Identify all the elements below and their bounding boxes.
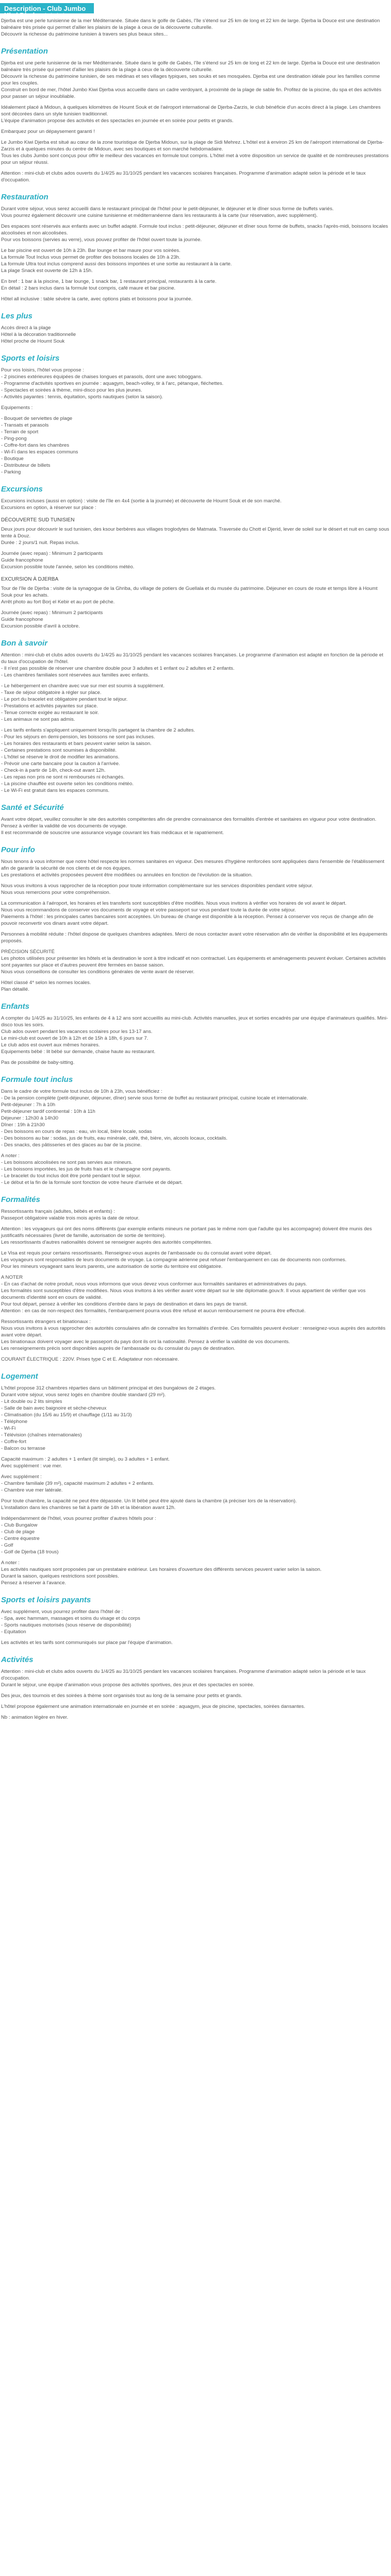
text-line: L'hôtel propose 312 chambres réparties dans un bâtiment principal et des bungalows de 2 étages. <box>1 1385 216 1391</box>
text-line: - Le port du bracelet est obligatoire pendant tout le séjour. <box>1 697 128 702</box>
text-line: Nous tenons à vous informer que notre hôtel respecte les normes sanitaires en vigueur. Des mesures d'hygiène renforcées sont appliquées dans l'ensemble de l'établissement afin de garantir la sécurité de nos clients et de nos équipes. <box>1 859 385 871</box>
text-line: Avec supplément : vue mer. <box>1 1463 62 1469</box>
paragraph <box>1 18 390 38</box>
paragraph <box>1 60 390 100</box>
text-line: - Télévision (chaînes internationales) <box>1 1432 82 1438</box>
text-line: Les voyageurs sont responsables de leurs documents de voyage. La compagnie aérienne peut refuser l'embarquement en cas de documents non conformes. <box>1 1257 347 1263</box>
text-line: - Le bracelet du tout inclus doit être porté pendant tout le séjour. <box>1 1173 141 1179</box>
text-line: Déjeuner : 12h30 à 14h30 <box>1 1115 58 1121</box>
text-line: Vous pourrez également découvrir une cuisine tunisienne et méditerranéenne dans les restaurants à la carte (sur réservation, avec supplément). <box>1 213 318 218</box>
text-line: Petit-déjeuner tardif continental : 10h à 11h <box>1 1109 95 1114</box>
text-line: Indépendamment de l'hôtel, vous pourrez profiter d'autres hôtels pour : <box>1 1516 156 1521</box>
section-title: Formule tout inclus <box>1 1075 73 1084</box>
text-line: L'hôtel propose également une animation internationale en journée et en soirée : aquagym, jeux de piscine, spectacles, soirées dansantes. <box>1 1704 305 1709</box>
text-line: - Parking <box>1 469 21 475</box>
text-line: Attention : mini-club et clubs ados ouverts du 1/4/25 au 31/10/25 pendant les vacances scolaires françaises. Programme d'animation adapté selon la période et le taux d'occupation. <box>1 1669 366 1681</box>
paragraph <box>1 367 390 400</box>
paragraph <box>1 883 390 896</box>
text-line: - De la pension complète (petit-déjeuner, déjeuner, dîner) servie sous forme de buffet au restaurant principal, cuisine locale et internationale. <box>1 1095 308 1101</box>
paragraph <box>1 1015 390 1055</box>
text-line: Des espaces sont réservés aux enfants avec un buffet adapté. Formule tout inclus : petit-déjeuner, déjeuner et dîner sous forme de buffets, snacks l'après-midi, boissons locales alcoolisées et non alcoolisées. <box>1 224 388 236</box>
text-line: Arrêt photo au fort Borj el Kebir et au port de pêche. <box>1 599 115 605</box>
text-line: Les photos utilisées pour présenter les hôtels et la destination le sont à titre indicatif et non contractuel. Les équipements et aménagements peuvent évoluer. Certaines activités sont payantes sur place et d'autres peuvent être fermées en basse saison. <box>1 956 386 968</box>
text-line: Club ados ouvert pendant les vacances scolaires pour les 13-17 ans. <box>1 1029 153 1035</box>
text-line: - Prestations et activités payantes sur place. <box>1 703 98 709</box>
text-line: Le club ados est ouvert aux mêmes horaires. <box>1 1042 100 1048</box>
text-line: - Les boissons alcoolisées ne sont pas servies aux mineurs. <box>1 1160 133 1165</box>
text-line: - Les tarifs enfants s'appliquent uniquement lorsqu'ils partagent la chambre de 2 adultes. <box>1 727 195 733</box>
text-line: PRÉCISION SÉCURITÉ <box>1 949 55 955</box>
text-line: Ressortissants français (adultes, bébés et enfants) : <box>1 1209 115 1214</box>
text-line: - Balcon ou terrasse <box>1 1446 45 1451</box>
paragraph <box>1 1456 390 1469</box>
text-line: - Chambre familiale (39 m²), capacité maximum 2 adultes + 2 enfants. <box>1 1481 154 1486</box>
description-banner: Description - Club Jumbo Kiwi Djerba ★★★★ <box>0 3 94 13</box>
text-line: Deux jours pour découvrir le sud tunisien, des ksour berbères aux villages troglodytes de Matmata. Traversée du Chott el Djerid, lever de soleil sur le désert et nuit en camp sous tente à Douz. <box>1 527 389 539</box>
paragraph <box>1 900 390 927</box>
paragraph <box>1 609 390 630</box>
text-line: - Boutique <box>1 456 24 462</box>
text-line: Nous vous invitons à vous rapprocher des autorités consulaires afin de connaître les formalités d'entrée. Ces formalités peuvent évoluer : renseignez-vous auprès des autorités avant votre départ. <box>1 1326 386 1338</box>
section-title: Restauration <box>1 193 48 201</box>
paragraph <box>1 858 390 878</box>
paragraph <box>1 1560 390 1586</box>
text-line: - Distributeur de billets <box>1 463 51 468</box>
text-line: Personnes à mobilité réduite : l'hôtel dispose de quelques chambres adaptées. Merci de nous contacter avant votre réservation afin de vérifier la disponibilité et les équipements proposés. <box>1 931 387 944</box>
text-line: - Programme d'activités sportives en journée : aquagym, beach-volley, tir à l'arc, pétanque, fléchettes. <box>1 381 224 386</box>
text-line: Les activités et les tarifs sont communiqués sur place par l'équipe d'animation. <box>1 1640 173 1646</box>
text-line: - Pour les séjours en demi-pension, les boissons ne sont pas incluses. <box>1 734 155 740</box>
text-line: Journée (avec repas) : Minimum 2 participants <box>1 610 103 616</box>
description-content <box>0 13 391 1721</box>
text-line: Nb : animation légère en hiver. <box>1 1715 69 1720</box>
text-line: - Téléphone <box>1 1419 28 1425</box>
text-line: - Ping-pong <box>1 436 27 442</box>
text-line: Idéalement placé à Midoun, à quelques kilomètres de Houmt Souk et de l'aéroport international de Djerba-Zarzis, le club bénéficie d'un accès direct à la plage. Les chambres sont décorées dans un style tunisien traditionnel. <box>1 105 381 117</box>
text-line: - Tenue correcte exigée au restaurant le soir. <box>1 710 99 716</box>
text-line: Nous vous remercions pour votre compréhension. <box>1 890 111 895</box>
text-line: Pensez à réserver à l'avance. <box>1 1580 67 1586</box>
paragraph <box>1 498 390 511</box>
text-line: - Le hébergement en chambre avec vue sur mer est soumis à supplément. <box>1 683 165 689</box>
text-line: Capacité maximum : 2 adultes + 1 enfant (lit simple), ou 3 adultes + 1 enfant. <box>1 1456 170 1462</box>
text-line: Excursions incluses (aussi en option) : visite de l'île en 4x4 (sortie à la journée) et découverte de Houmt Souk et de son marché. <box>1 498 282 504</box>
text-line: La formule Tout Inclus vous permet de profiter des boissons locales de 10h à 23h. <box>1 255 181 260</box>
paragraph <box>1 948 390 975</box>
text-line: A NOTER <box>1 1275 23 1280</box>
paragraph <box>1 652 390 679</box>
text-line: Pour vos loisirs, l'hôtel vous propose : <box>1 367 84 373</box>
paragraph <box>1 139 390 166</box>
paragraph <box>1 415 390 476</box>
paragraph <box>1 1473 390 1494</box>
text-line: Pas de possibilité de baby-sitting. <box>1 1060 75 1065</box>
section-title: Les plus <box>1 312 32 320</box>
section-title: Présentation <box>1 47 48 56</box>
text-line: Pour vos boissons (servies au verre), vous pouvez profiter de l'hôtel ouvert toute la journée. <box>1 237 202 243</box>
text-line: - Le début et la fin de la formule sont fonction de votre heure d'arrivée et de départ. <box>1 1180 183 1185</box>
paragraph <box>1 1692 390 1699</box>
paragraph <box>1 1668 390 1688</box>
paragraph <box>1 683 390 723</box>
text-line: Hôtel classé 4* selon les normes locales. <box>1 980 91 986</box>
text-line: Passeport obligatoire valable trois mois après la date de retour. <box>1 1215 140 1221</box>
text-line: Les formalités sont susceptibles d'être modifiées. Nous vous invitons à les vérifier avant votre départ sur le site diplomatie.gouv.fr. Il vous appartient de vérifier que vos documents d'identité sont en cours de validité. <box>1 1288 366 1300</box>
section-title: Formalités <box>1 1195 40 1204</box>
paragraph <box>1 1208 390 1222</box>
text-line: - Les chambres familiales sont réservées aux familles avec enfants. <box>1 672 150 678</box>
text-line: Hôtel à la décoration traditionnelle <box>1 332 76 337</box>
text-line: L'équipe d'animation propose des activités et des spectacles en journée et en soirée pour petits et grands. <box>1 118 234 124</box>
text-line: - La piscine chauffée est ouverte selon les conditions météo. <box>1 781 134 787</box>
text-line: - Taxe de séjour obligatoire à régler sur place. <box>1 690 102 696</box>
section-title: Pour info <box>1 845 35 854</box>
paragraph <box>1 816 390 836</box>
text-line: - Check-in à partir de 14h, check-out avant 12h. <box>1 768 106 773</box>
section-title: Sports et loisirs <box>1 354 60 363</box>
text-line: Des jeux, des tournois et des soirées à thème sont organisés tout au long de la semaine pour petits et grands. <box>1 1693 242 1699</box>
paragraph <box>1 223 390 243</box>
text-line: Durant votre séjour, vous serez logés en chambre double standard (29 m²). <box>1 1392 166 1398</box>
text-line: - En cas d'achat de notre produit, nous vous informons que vous devez vous conformer aux formalités sanitaires et administratives du pays. <box>1 1281 307 1287</box>
text-line: - Bouquet de serviettes de plage <box>1 416 73 421</box>
text-line: En détail : 2 bars inclus dans la formule tout compris, café maure et bar piscine. <box>1 285 176 291</box>
text-line: Excursion possible d'avril à octobre. <box>1 623 80 629</box>
text-line: - Centre équestre <box>1 1536 40 1541</box>
text-line: - Chambre vue mer latérale. <box>1 1487 63 1493</box>
paragraph <box>1 1318 390 1352</box>
text-line: - Des snacks, des pâtisseries et des glaces au bar de la piscine. <box>1 1142 142 1148</box>
text-line: Attention : les voyageurs qui ont des noms différents (par exemple enfants mineurs ne portant pas le même nom que l'adulte qui les accompagne) doivent être munis des justificatifs nécessaires (livret de famille, autorisation de sortie de territoire). <box>1 1226 372 1239</box>
text-line: Il est recommandé de souscrire une assurance voyage couvrant les frais médicaux et le rapatriement. <box>1 830 224 836</box>
paragraph <box>1 1153 390 1186</box>
text-line: - Le Wi-Fi est gratuit dans les espaces communs. <box>1 788 110 793</box>
text-line: Hôtel all inclusive : table sévère la carte, avec options plats et boissons pour la journée. <box>1 296 193 302</box>
section-title: Activités <box>1 1655 34 1664</box>
text-line: - Salle de bain avec baignoire et sèche-cheveux <box>1 1405 107 1411</box>
text-line: Nous vous conseillons de consulter les conditions générales de vente avant de réserver. <box>1 969 194 975</box>
text-line: Construit en bord de mer, l'hôtel Jumbo Kiwi Djerba vous accueille dans un cadre verdoyant, à proximité de la plage de sable fin. Profitez de la piscine, du spa et des activités pour passer un séjour inoubliable. <box>1 87 382 99</box>
text-line: Le mini-club est ouvert de 10h à 12h et de 15h à 18h, 6 jours sur 7. <box>1 1036 149 1041</box>
text-line: Pour tout départ, pensez à vérifier les conditions d'entrée dans le pays de destination et dans les pays de transit. <box>1 1301 248 1307</box>
text-line: - L'hôtel se réserve le droit de modifier les animations. <box>1 754 120 760</box>
text-line: Accès direct à la plage <box>1 325 51 331</box>
text-line: La plage Snack est ouverte de 12h à 15h. <box>1 268 93 274</box>
text-line: Nous vous recommandons de conserver vos documents de voyage et votre passeport sur vous pendant toute la durée de votre séjour. <box>1 907 296 913</box>
paragraph <box>1 1639 390 1646</box>
text-line: Equipements : <box>1 405 33 411</box>
paragraph <box>1 170 390 183</box>
paragraph <box>1 1385 390 1452</box>
paragraph <box>1 404 390 411</box>
text-line: COURANT ÉLECTRIQUE : 220V. Prises type C et E. Adaptateur non nécessaire. <box>1 1357 179 1362</box>
text-line: - Activités payantes : tennis, équitation, sports nautiques (selon la saison). <box>1 394 164 400</box>
text-line: En bref : 1 bar à la piscine, 1 bar lounge, 1 snack bar, 1 restaurant principal, restaurants à la carte. <box>1 279 217 284</box>
paragraph <box>1 931 390 944</box>
text-line: A noter : <box>1 1153 20 1159</box>
paragraph <box>1 1274 390 1314</box>
text-line: Guide francophone <box>1 557 43 563</box>
section-title: Enfants <box>1 1002 30 1011</box>
paragraph <box>1 550 390 570</box>
text-line: Durant le séjour, une équipe d'animation vous propose des activités sportives, des jeux et des spectacles en soirée. <box>1 1682 254 1688</box>
paragraph <box>1 1226 390 1246</box>
paragraph <box>1 727 390 794</box>
section-title: Sports et loisirs payants <box>1 1596 91 1604</box>
text-line: Avant votre départ, veuillez consulter le site des autorités compétentes afin de prendre connaissance des formalités d'entrée et sanitaires en vigueur pour votre destination. Pensez à vérifier la validité de vos documents de voyage. <box>1 817 377 829</box>
text-line: - Des boissons en cours de repas : eau, vin local, bière locale, sodas <box>1 1129 152 1134</box>
text-line: Ressortissants étrangers et binationaux : <box>1 1319 91 1325</box>
text-line: Dans le cadre de votre formule tout inclus de 10h à 23h, vous bénéficiez : <box>1 1089 162 1094</box>
paragraph <box>1 1498 390 1511</box>
text-line: Durant votre séjour, vous serez accueilli dans le restaurant principal de l'hôtel pour le petit-déjeuner, le déjeuner et le dîner sous forme de buffets variés. <box>1 206 334 212</box>
text-line: Tous les clubs Jumbo sont conçus pour offrir le meilleur des vacances en formule tout compris. L'hôtel met à votre disposition un service de qualité et de nombreuses prestations pour un séjour réussi. <box>1 153 389 165</box>
text-line: Guide francophone <box>1 617 43 622</box>
text-line: - Coffre-fort dans les chambres <box>1 443 70 448</box>
text-line: - Il n'est pas possible de réserver une chambre double pour 3 adultes et 1 enfant ou 2 adultes et 2 enfants. <box>1 666 235 671</box>
text-line: A noter : <box>1 1560 20 1566</box>
text-line: A compter du 1/4/25 au 31/10/25, les enfants de 4 à 12 ans sont accueillis au mini-club. Activités manuelles, jeux et sorties encadrés par une équipe d'animateurs qualifiés. Mini-disco tous les soirs. <box>1 1015 388 1028</box>
text-line: - Les repas non pris ne sont ni remboursés ni échangés. <box>1 774 125 780</box>
text-line: Le bar piscine est ouvert de 10h à 23h. Bar lounge et bar maure pour vos soirées. <box>1 248 181 253</box>
text-line: - Terrain de sport <box>1 429 39 435</box>
text-line: - Wi-Fi <box>1 1426 16 1431</box>
text-line: - Wi-Fi dans les espaces communs <box>1 449 78 455</box>
text-line: Les renseignements précis sont disponibles auprès de l'ambassade ou du consulat du pays de destination. <box>1 1346 236 1351</box>
text-line: Attention : mini-club et clubs ados ouverts du 1/4/25 au 31/10/25 pendant les vacances scolaires françaises. Le programme d'animation est adapté en fonction de la période et du taux d'occupation de l'hôtel. <box>1 652 384 665</box>
text-line: Djerba est une perle tunisienne de la mer Méditerranée. Située dans le golfe de Gabès, l'île s'étend sur 25 km de long et 22 km de large. Djerba la Douce est une destination balnéaire très prisée qui permet d'allier les plaisirs de la plage à ceux de la découverte culturelle. <box>1 18 380 30</box>
paragraph <box>1 296 390 302</box>
text-line: - Transats et parasols <box>1 422 49 428</box>
text-line: Les ressortissants d'autres nationalités doivent se renseigner auprès des autorités compétentes. <box>1 1240 213 1245</box>
text-line: Durée : 2 jours/1 nuit. Repas inclus. <box>1 540 79 546</box>
paragraph <box>1 1703 390 1710</box>
text-line: Djerba est une perle tunisienne de la mer Méditerranée. Située dans le golfe de Gabès, l'île s'étend sur 25 km de long et 22 km de large. Djerba la Douce est une destination balnéaire très prisée qui permet d'allier les plaisirs de la plage à ceux de la découverte culturelle. <box>1 60 380 73</box>
text-line: - Les horaires des restaurants et bars peuvent varier selon la saison. <box>1 741 152 747</box>
paragraph <box>1 526 390 546</box>
paragraph <box>1 128 390 135</box>
text-line: - Lit double ou 2 lits simples <box>1 1399 62 1404</box>
text-line: Pour les mineurs voyageant sans leurs parents, une autorisation de sortie du territoire est obligatoire. <box>1 1264 223 1269</box>
text-line: Paiements à l'hôtel : les principales cartes bancaires sont acceptées. Un bureau de change est disponible à la réception. Pensez à conserver vos reçus de change afin de pouvoir reconvertir vos dinars avant votre départ. <box>1 914 373 926</box>
text-line: - Spa, avec hammam, massages et soins du visage et du corps <box>1 1616 140 1621</box>
section-subtitle: DÉCOUVERTE SUD TUNISIEN <box>1 517 75 523</box>
text-line: - Prévoir une carte bancaire pour la caution à l'arrivée. <box>1 761 120 767</box>
text-line: Avec supplément : <box>1 1474 42 1480</box>
paragraph <box>1 1714 390 1721</box>
paragraph <box>1 585 390 605</box>
paragraph <box>1 979 390 993</box>
text-line: - Les boissons importées, les jus de fruits frais et le champagne sont payants. <box>1 1166 172 1172</box>
text-line: - Equitation <box>1 1629 26 1635</box>
text-line: - Coffre-fort <box>1 1439 26 1445</box>
text-line: Les activités nautiques sont proposées par un prestataire extérieur. Les horaires d'ouverture des différents services peuvent varier selon la saison. <box>1 1567 322 1572</box>
text-line: - 2 piscines extérieures équipées de chaises longues et parasols, dont une avec toboggans. <box>1 374 203 380</box>
paragraph <box>1 1088 390 1148</box>
text-line: - Des boissons au bar : sodas, jus de fruits, eau minérale, café, thé, bière, vin, alcools locaux, cocktails. <box>1 1136 227 1141</box>
paragraph <box>1 278 390 292</box>
paragraph <box>1 1515 390 1555</box>
text-line: - Club de plage <box>1 1529 35 1535</box>
text-line: Les prestations et activités proposées peuvent être modifiées ou annulées en fonction de l'évolution de la situation. <box>1 872 253 878</box>
text-line: Journée (avec repas) : Minimum 2 participants <box>1 551 103 556</box>
paragraph <box>1 1250 390 1270</box>
text-line: Hôtel proche de Houmt Souk <box>1 338 65 344</box>
text-line: Le Visa est requis pour certains ressortissants. Renseignez-vous auprès de l'ambassade ou du consulat avant votre départ. <box>1 1250 272 1256</box>
text-line: Attention : en cas de non-respect des formalités, l'embarquement pourra vous être refusé et aucun remboursement ne pourra être effectué. <box>1 1308 306 1314</box>
text-line: L'installation dans les chambres se fait à partir de 14h et la libération avant 12h. <box>1 1505 176 1511</box>
text-line: - Golf de Djerba (18 trous) <box>1 1549 59 1555</box>
paragraph <box>1 325 390 345</box>
paragraph <box>1 104 390 124</box>
text-line: - Certaines prestations sont soumises à disponibilité. <box>1 748 117 753</box>
text-line: Attention : mini-club et clubs ados ouverts du 1/4/25 au 31/10/25 pendant les vacances scolaires françaises. Programme d'animation adapté selon la période et le taux d'occupation. <box>1 171 366 183</box>
section-title: Bon à savoir <box>1 639 48 648</box>
text-line: Excursion possible toute l'année, selon les conditions météo. <box>1 564 135 570</box>
paragraph <box>1 1059 390 1066</box>
text-line: Plan détaillé. <box>1 987 29 992</box>
text-line: Durant la saison, quelques restrictions sont possibles. <box>1 1573 119 1579</box>
text-line: Nous vous invitons à vous rapprocher de la réception pour toute information complémentaire sur les services disponibles pendant votre séjour. <box>1 883 313 889</box>
text-line: - Les animaux ne sont pas admis. <box>1 717 75 722</box>
section-title: Santé et Sécurité <box>1 803 64 812</box>
paragraph <box>1 1356 390 1363</box>
text-line: Pour toute chambre, la capacité ne peut être dépassée. Un lit bébé peut être ajouté dans la chambre (à préciser lors de la réservation). <box>1 1498 297 1504</box>
paragraph <box>1 1608 390 1635</box>
text-line: Petit-déjeuner : 7h à 10h <box>1 1102 56 1108</box>
text-line: Dîner : 19h à 21h30 <box>1 1122 45 1128</box>
text-line: - Sports nautiques motorisés (sous réserve de disponibilité) <box>1 1622 132 1628</box>
section-title: Excursions <box>1 485 43 494</box>
text-line: Découvrir la richesse du patrimoine tunisien, de ses médinas et ses villages typiques, ses souks et ses mosquées. Djerba est une destination idéale pour les familles comme pour les couples. <box>1 74 380 86</box>
text-line: Les binationaux doivent voyager avec le passeport du pays dont ils ont la nationalité. Pensez à vérifier la validité de vos documents. <box>1 1339 290 1345</box>
paragraph <box>1 247 390 274</box>
section-title: Logement <box>1 1372 38 1381</box>
text-line: Equipements bébé : lit bébé sur demande, chaise haute au restaurant. <box>1 1049 156 1055</box>
paragraph <box>1 206 390 219</box>
text-line: Le Jumbo Kiwi Djerba est situé au cœur de la zone touristique de Djerba Midoun, sur la plage de Sidi Mehrez. L'hôtel est à environ 25 km de l'aéroport international de Djerba-Zarzis et à quelques minutes du centre de Midoun, avec ses boutiques et son marché hebdomadaire. <box>1 140 384 152</box>
text-line: - Club Bungalow <box>1 1522 38 1528</box>
text-line: - Spectacles et soirées à thème, mini-disco pour les plus jeunes. <box>1 387 142 393</box>
text-line: Tour de l'île de Djerba : visite de la synagogue de la Ghriba, du village de potiers de Guellala et du musée du patrimoine. Déjeuner en cours de route et temps libre à Houmt Souk pour les achats. <box>1 586 378 598</box>
text-line: La formule Ultra tout inclus comprend aussi des boissons importées et une sortie au restaurant à la carte. <box>1 261 232 267</box>
text-line: Découvrir la richesse du patrimoine tunisien à travers ses plus beaux sites... <box>1 31 168 37</box>
text-line: Excursions en option, à réserver sur place : <box>1 505 96 511</box>
text-line: - Golf <box>1 1543 13 1548</box>
text-line: Avec supplément, vous pourrez profiter dans l'hôtel de : <box>1 1609 123 1615</box>
text-line: - Climatisation (du 15/6 au 15/9) et chauffage (1/11 au 31/3) <box>1 1412 132 1418</box>
section-subtitle: EXCURSION À DJERBA <box>1 577 59 582</box>
text-line: Embarquez pour un dépaysement garanti ! <box>1 129 95 134</box>
text-line: La communication à l'aéroport, les horaires et les transferts sont susceptibles d'être modifiés. Nous vous invitons à vérifier vos horaires de vol avant le départ. <box>1 901 347 906</box>
